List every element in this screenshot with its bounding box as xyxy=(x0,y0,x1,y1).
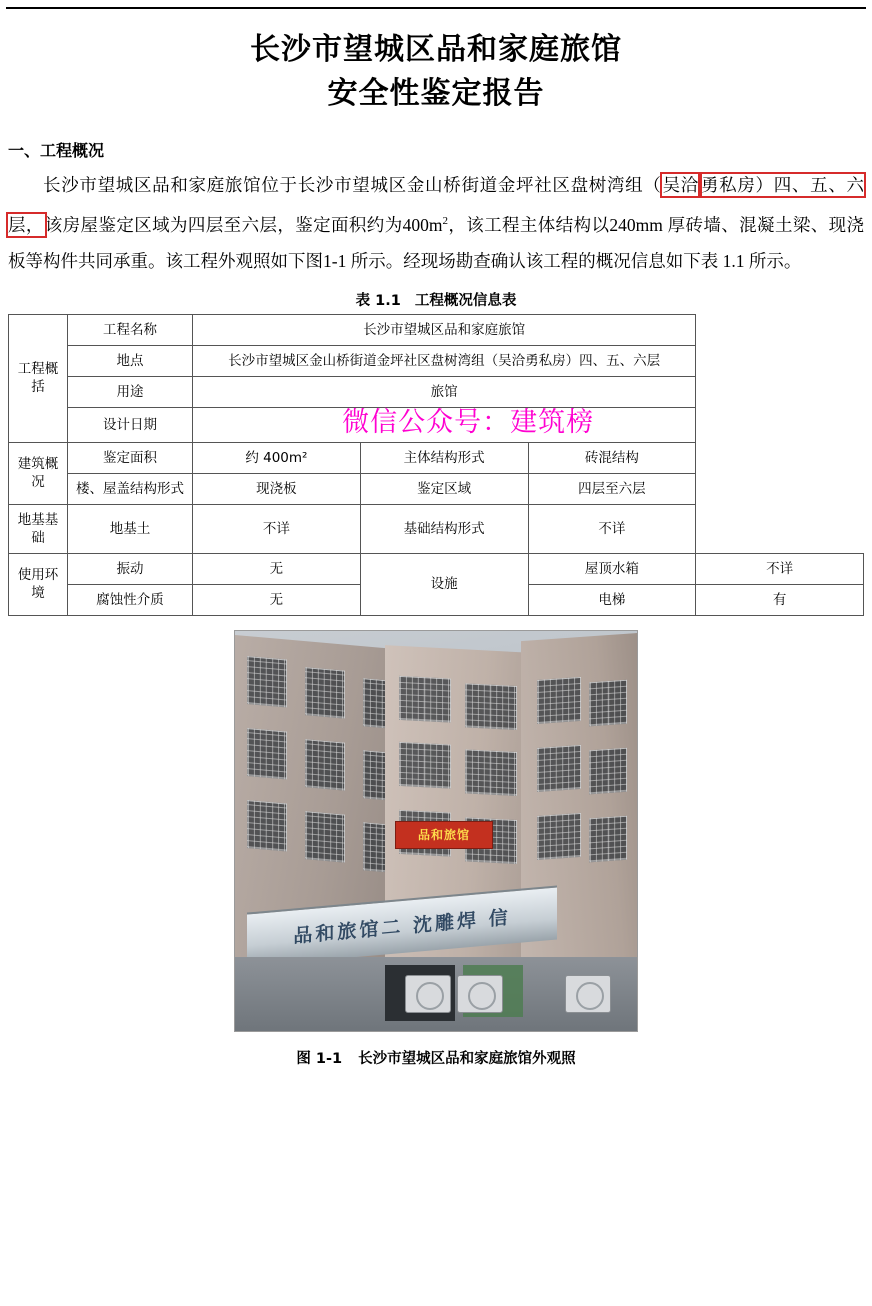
photo-window xyxy=(247,656,287,707)
table-row xyxy=(9,473,864,504)
table-row xyxy=(9,314,864,345)
table-row xyxy=(9,553,864,584)
highlight-owner-part2: 勇私房）四、五、六层， xyxy=(8,175,865,235)
cell-label-floor-roof-structure: 楼、屋盖结构形式 xyxy=(68,473,193,504)
cell-value-foundation-soil: 不详 xyxy=(193,504,361,553)
photo-window xyxy=(537,677,581,724)
section-heading: 一、工程概况 xyxy=(8,141,105,160)
photo-window xyxy=(305,739,345,790)
cell-value-use: 旅馆 xyxy=(193,376,696,407)
table-row xyxy=(9,376,864,407)
photo-window xyxy=(247,800,287,851)
cell-value-floor-roof-structure: 现浇板 xyxy=(193,473,361,504)
cell-label-vibration: 振动 xyxy=(68,553,193,584)
photo-ac-unit xyxy=(565,975,611,1013)
cell-label-location: 地点 xyxy=(68,345,193,376)
title-line-1: 长沙市望城区品和家庭旅馆 xyxy=(250,32,622,67)
cell-label-design-date: 设计日期 xyxy=(68,407,193,442)
cell-value-corrosive-medium: 无 xyxy=(193,584,361,615)
page-top-rule xyxy=(6,7,866,9)
row-group-header-environment: 使用环境 xyxy=(9,553,68,615)
cell-value-location: 长沙市望城区金山桥街道金坪社区盘树湾组（吴洽勇私房）四、五、六层 xyxy=(193,345,696,376)
paragraph-rest-d: 1-1 所示。经现场勘查确认该工程的概况信息如下表 1.1 所示。 xyxy=(323,250,802,271)
cell-label-use: 用途 xyxy=(68,376,193,407)
table-caption-text: 工程概况信息表 xyxy=(414,292,517,309)
photo-window xyxy=(465,749,517,796)
cell-value-project-name: 长沙市望城区品和家庭旅馆 xyxy=(193,314,696,345)
row-group-header-foundation: 地基基础 xyxy=(9,504,68,553)
photo-ac-unit xyxy=(457,975,503,1013)
photo-window xyxy=(247,728,287,779)
photo-window xyxy=(465,683,517,730)
title-line-2: 安全性鉴定报告 xyxy=(327,76,545,111)
figure-caption-text: 长沙市望城区品和家庭旅馆外观照 xyxy=(358,1050,576,1067)
paragraph-lead: 长沙市望城区品和家庭旅馆位于长沙市望城区金山桥街道金坪社区盘树湾组（ xyxy=(43,175,662,195)
cell-label-main-structure-type: 主体结构形式 xyxy=(360,442,528,473)
table-row xyxy=(9,345,864,376)
cell-value-appraisal-zone: 四层至六层 xyxy=(528,473,696,504)
photo-window xyxy=(305,667,345,718)
cell-value-main-structure-type: 砖混结构 xyxy=(528,442,696,473)
photo-window xyxy=(589,816,627,863)
photo-window xyxy=(537,813,581,860)
page-title xyxy=(8,22,864,116)
building-exterior-photo xyxy=(234,630,638,1032)
figure-caption xyxy=(8,1047,864,1068)
photo-window xyxy=(305,811,345,862)
cell-label-project-name: 工程名称 xyxy=(68,314,193,345)
table-row xyxy=(9,504,864,553)
page-content xyxy=(8,22,864,1068)
photo-shop-sign-text: 品和旅馆 xyxy=(417,827,470,842)
cell-value-foundation-structure-type: 不详 xyxy=(528,504,696,553)
table-caption-label: 表 1.1 xyxy=(355,292,401,309)
watermark-text: 微信公众号：建筑榜 xyxy=(342,406,595,438)
sub-group-header-facilities: 设施 xyxy=(360,553,528,615)
row-group-header-building: 建筑概况 xyxy=(9,442,68,504)
photo-window xyxy=(589,748,627,795)
cell-label-foundation-structure-type: 基础结构形式 xyxy=(360,504,528,553)
table-row xyxy=(9,442,864,473)
cell-label-roof-water-tank: 屋顶水箱 xyxy=(528,553,696,584)
photo-banner-text: 品和旅馆二 沈雕焊 信 xyxy=(293,906,511,948)
paragraph-rest-c: 厚砖墙、混凝土梁、现浇板等构件共同承重。该工程外观照如下图 xyxy=(8,214,865,271)
area-superscript: 2 xyxy=(442,215,448,227)
figure-caption-label: 图 1-1 xyxy=(296,1050,343,1067)
cell-value-elevator: 有 xyxy=(696,584,864,615)
overview-paragraph xyxy=(8,167,864,279)
cell-label-appraisal-zone: 鉴定区域 xyxy=(360,473,528,504)
photo-window xyxy=(537,745,581,792)
photo-window xyxy=(399,676,451,723)
cell-label-appraisal-area: 鉴定面积 xyxy=(68,442,193,473)
table-caption xyxy=(8,289,864,310)
figure-block xyxy=(8,630,864,1068)
row-group-header-overview: 工程概括 xyxy=(9,314,68,442)
photo-shop-sign xyxy=(395,821,493,849)
paragraph-rest-b: ，该工程主体结构以 xyxy=(447,214,610,235)
area-value: 400m xyxy=(402,214,443,235)
cell-value-roof-water-tank: 不详 xyxy=(696,553,864,584)
photo-ac-unit xyxy=(405,975,451,1013)
paragraph-rest-a: 该房屋鉴定区域为四层至六层，鉴定面积约为 xyxy=(44,214,403,235)
photo-window xyxy=(399,742,451,789)
table-row xyxy=(9,407,864,442)
project-overview-table xyxy=(8,314,864,616)
wall-thickness: 240mm xyxy=(609,214,663,235)
photo-window xyxy=(589,680,627,727)
cell-value-appraisal-area: 约 400m² xyxy=(193,442,361,473)
cell-label-foundation-soil: 地基土 xyxy=(68,504,193,553)
cell-label-corrosive-medium: 腐蚀性介质 xyxy=(68,584,193,615)
cell-value-design-date xyxy=(193,407,696,442)
cell-value-vibration: 无 xyxy=(193,553,361,584)
highlight-owner-part1: 吴洽 xyxy=(662,175,699,195)
cell-label-elevator: 电梯 xyxy=(528,584,696,615)
